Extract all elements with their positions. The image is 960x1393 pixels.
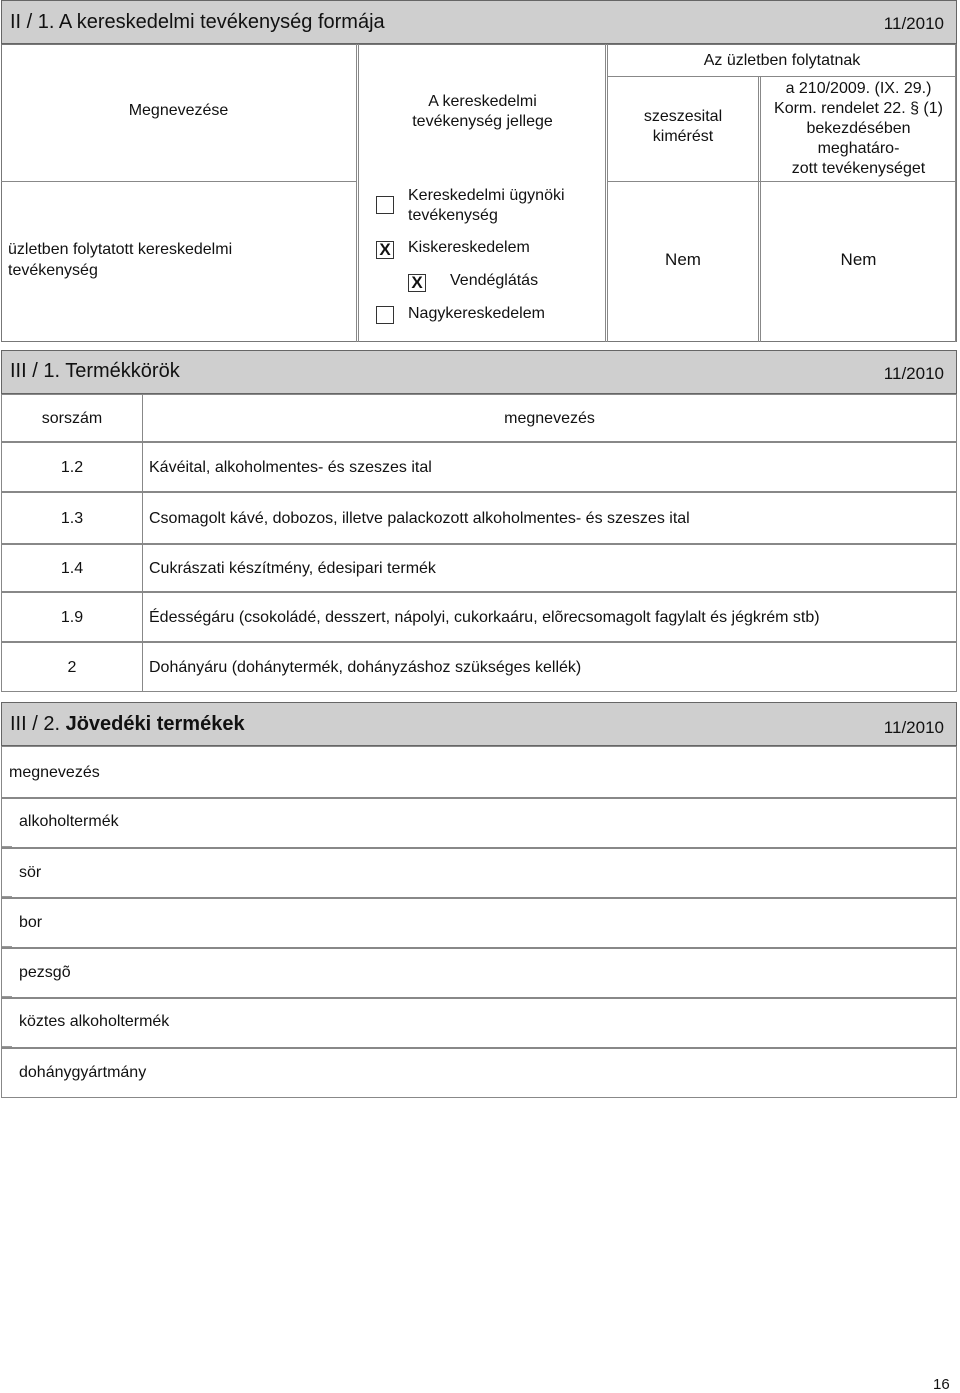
page-number: 16 — [933, 1376, 950, 1393]
table-header-row — [1, 746, 957, 798]
section-title: II / 1. A kereskedelmi tevékenység formája — [10, 11, 385, 33]
option-ugynoki-line2: tevékenység — [408, 207, 498, 224]
row-number: 1.9 — [60, 609, 84, 626]
row-number: 1.2 — [60, 459, 84, 476]
col-header-szeszes-line1: szeszesital — [643, 108, 723, 125]
row-text: Dohányáru (dohánytermék, dohányzáshoz szükséges kellék) — [149, 659, 582, 676]
section-title — [10, 713, 245, 736]
col-header-sorszam: sorszám — [41, 410, 103, 427]
row-divider — [1, 181, 357, 182]
option-kiskereskedelem: Kiskereskedelem — [408, 239, 530, 256]
value-rendelet: Nem — [840, 250, 877, 269]
list-item — [1, 798, 957, 848]
section-title-prefix: III / 2. — [10, 713, 66, 735]
row-text: Cukrászati készítmény, édesipari termék — [149, 560, 436, 577]
section-title-main: Jövedéki termékek — [65, 713, 245, 735]
column-divider — [605, 44, 608, 342]
row-text: Kávéital, alkoholmentes- és szeszes ital — [149, 459, 432, 476]
row-number: 1.3 — [60, 510, 84, 527]
table-row — [1, 642, 957, 692]
col-header-megnevezese: Megnevezése — [128, 102, 229, 119]
row-tick — [2, 846, 12, 847]
table-header-row — [1, 394, 957, 442]
column-divider — [142, 545, 143, 591]
row-tick — [2, 946, 12, 947]
item-text: pezsgõ — [19, 964, 71, 981]
list-item — [1, 998, 957, 1048]
column-divider — [142, 443, 143, 491]
col-header-rendelet-line1: a 210/2009. (IX. 29.) — [785, 80, 932, 97]
list-item — [1, 848, 957, 898]
value-szeszes: Nem — [665, 250, 701, 269]
section-header-termekkorok — [1, 350, 957, 394]
col-header-szeszes-line2: kimérést — [652, 128, 714, 145]
row-tick — [2, 896, 12, 897]
section-header-jovedeki — [1, 702, 957, 746]
row-number: 1.4 — [60, 560, 84, 577]
table-row — [1, 492, 957, 544]
col-header-rendelet-line5: zott tevékenységet — [791, 160, 926, 177]
section-title: III / 1. Termékkörök — [10, 360, 180, 382]
col-header-jelleg-line1: A kereskedelmi — [428, 93, 537, 110]
column-divider — [758, 76, 761, 342]
list-item — [1, 948, 957, 998]
row-text: Édességáru (csokoládé, desszert, nápolyi, cukorkaáru, elõrecsomagolt fagylalt és jégkrém stb) — [149, 609, 820, 626]
column-divider — [356, 44, 359, 342]
table-row — [1, 442, 957, 492]
col-header-rendelet-line2: Korm. rendelet 22. § (1) — [774, 100, 943, 117]
column-divider — [142, 493, 143, 543]
row-label-line1: üzletben folytatott kereskedelmi — [8, 241, 233, 258]
col-header-megnevezes: megnevezés — [9, 764, 100, 781]
row-number: 2 — [67, 659, 77, 676]
list-item — [1, 1048, 957, 1098]
list-item — [1, 898, 957, 948]
option-ugynoki-line1: Kereskedelmi ügynöki — [408, 187, 565, 204]
column-divider — [142, 643, 143, 691]
col-header-rendelet-line3: bekezdésében — [806, 120, 911, 137]
item-text: alkoholtermék — [19, 813, 119, 830]
checkbox-ugynoki[interactable] — [376, 196, 394, 214]
section-date: 11/2010 — [883, 718, 944, 737]
col-header-rendelet-line4: meghatáro- — [817, 140, 900, 157]
section-date: 11/2010 — [883, 14, 944, 33]
col-header-rendelet — [762, 79, 955, 179]
option-nagykereskedelem: Nagykereskedelem — [408, 305, 545, 322]
row-tick — [2, 1046, 12, 1047]
item-text: dohánygyártmány — [19, 1064, 147, 1081]
checkbox-nagykereskedelem[interactable] — [376, 306, 394, 324]
col-header-megnevezes: megnevezés — [504, 410, 595, 427]
col-header-jelleg-line2: tevékenység jellege — [412, 113, 553, 130]
item-text: sör — [19, 864, 42, 881]
column-divider — [142, 593, 143, 641]
item-text: köztes alkoholtermék — [19, 1013, 170, 1030]
table-row — [1, 592, 957, 642]
row-tick — [2, 996, 12, 997]
column-divider — [955, 44, 956, 342]
checkbox-kiskereskedelem[interactable]: X — [376, 241, 394, 259]
table-row — [1, 544, 957, 592]
section-date: 11/2010 — [883, 364, 944, 383]
row-text: Csomagolt kávé, dobozos, illetve palackozott alkoholmentes- és szeszes ital — [149, 510, 690, 527]
col-header-uzletben: Az üzletben folytatnak — [703, 52, 861, 69]
checkbox-vendeglatas[interactable]: X — [408, 274, 426, 292]
option-vendeglatas: Vendéglátás — [450, 272, 539, 289]
item-text: bor — [19, 914, 43, 931]
row-divider — [608, 76, 956, 77]
section-header-kereskedelmi-forma — [1, 0, 957, 44]
row-label-line2: tevékenység — [8, 262, 98, 279]
row-divider — [608, 181, 956, 182]
